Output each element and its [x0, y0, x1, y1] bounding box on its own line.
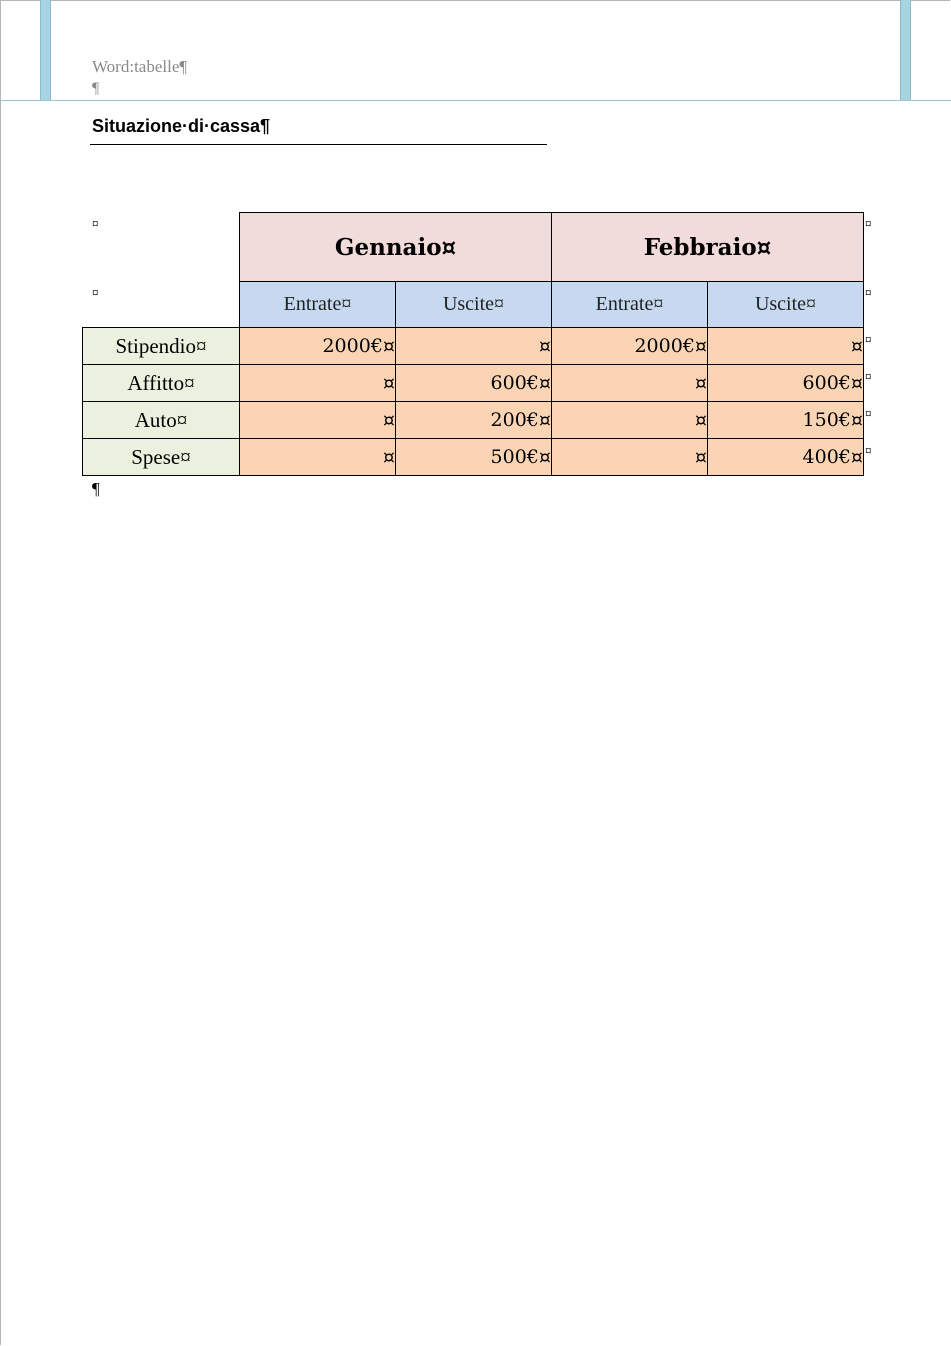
row-end-mark: ¤ — [865, 216, 872, 231]
left-margin-marker[interactable] — [40, 0, 51, 101]
month-header-row — [83, 213, 864, 282]
value-cell[interactable]: ¤ — [552, 439, 708, 476]
value-cell[interactable]: 2000€¤ — [552, 328, 708, 365]
header-boundary — [0, 100, 951, 101]
subheader-row — [83, 282, 864, 328]
subheader-cell[interactable]: Uscite¤ — [708, 282, 864, 328]
value-cell[interactable]: ¤ — [240, 402, 396, 439]
header-text[interactable]: Word:tabelle¶ — [92, 57, 188, 76]
row-label-cell[interactable]: Spese¤ — [83, 439, 240, 476]
cash-table — [82, 212, 864, 476]
month-header-cell[interactable]: Febbraio¤ — [552, 213, 864, 282]
row-end-mark: ¤ — [865, 369, 872, 384]
row-end-mark: ¤ — [92, 216, 99, 231]
title-underline — [90, 144, 547, 145]
value-cell[interactable]: ¤ — [552, 402, 708, 439]
value-cell[interactable]: ¤ — [396, 328, 552, 365]
value-cell[interactable]: ¤ — [708, 328, 864, 365]
row-end-mark: ¤ — [865, 443, 872, 458]
empty-corner-cell[interactable] — [83, 282, 240, 328]
value-cell[interactable]: 200€¤ — [396, 402, 552, 439]
value-cell[interactable]: 500€¤ — [396, 439, 552, 476]
row-label-cell[interactable]: Stipendio¤ — [83, 328, 240, 365]
table-row — [83, 365, 864, 402]
right-margin-marker[interactable] — [900, 0, 911, 101]
value-cell[interactable]: 600€¤ — [708, 365, 864, 402]
row-label-cell[interactable]: Affitto¤ — [83, 365, 240, 402]
value-cell[interactable]: 150€¤ — [708, 402, 864, 439]
month-header-cell[interactable]: Gennaio¤ — [240, 213, 552, 282]
row-end-mark: ¤ — [92, 285, 99, 300]
row-end-mark: ¤ — [865, 406, 872, 421]
value-cell[interactable]: ¤ — [240, 439, 396, 476]
row-end-mark: ¤ — [865, 285, 872, 300]
value-cell[interactable]: 400€¤ — [708, 439, 864, 476]
subheader-cell[interactable]: Uscite¤ — [396, 282, 552, 328]
empty-corner-cell[interactable] — [83, 213, 240, 282]
subheader-cell[interactable]: Entrate¤ — [552, 282, 708, 328]
document-title[interactable]: Situazione·di·cassa¶ — [92, 116, 271, 136]
paragraph-mark: ¶ — [92, 479, 100, 498]
table-row — [83, 402, 864, 439]
row-end-mark: ¤ — [865, 332, 872, 347]
table-row — [83, 328, 864, 365]
table-row — [83, 439, 864, 476]
value-cell[interactable]: ¤ — [552, 365, 708, 402]
subheader-cell[interactable]: Entrate¤ — [240, 282, 396, 328]
value-cell[interactable]: 2000€¤ — [240, 328, 396, 365]
value-cell[interactable]: ¤ — [240, 365, 396, 402]
row-label-cell[interactable]: Auto¤ — [83, 402, 240, 439]
header-pilcrow: ¶ — [92, 80, 100, 97]
value-cell[interactable]: 600€¤ — [396, 365, 552, 402]
